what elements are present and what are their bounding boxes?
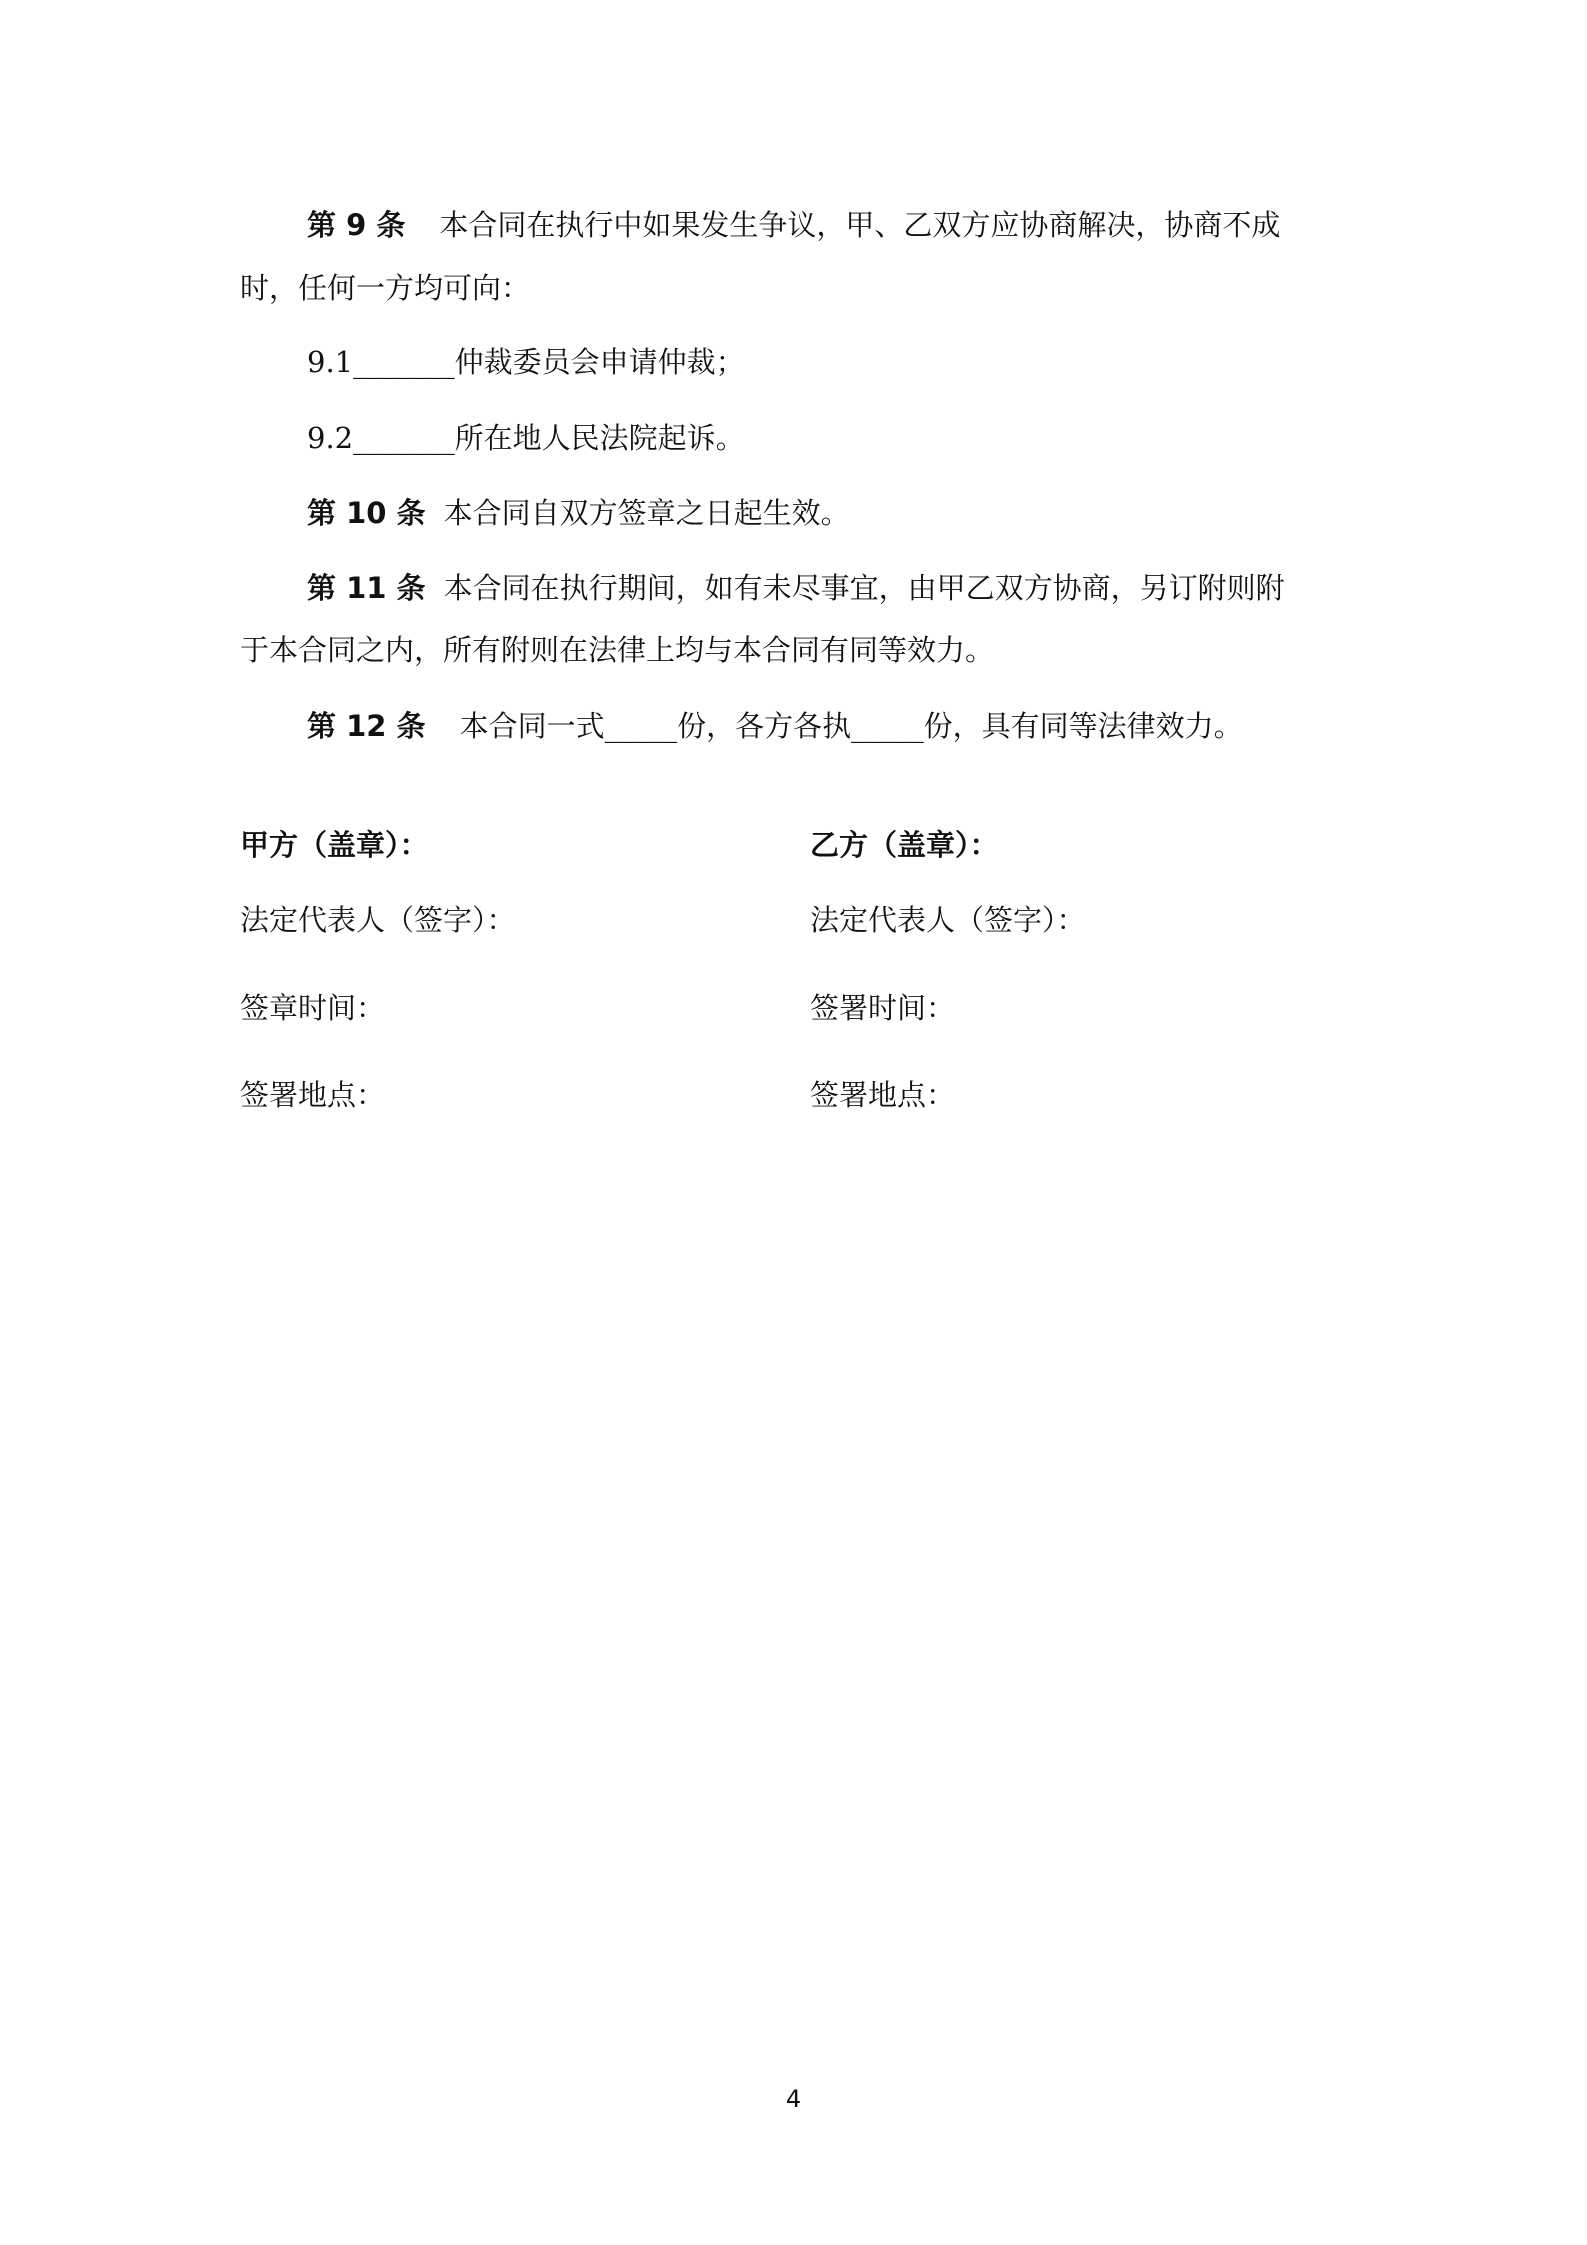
party-b-title: 乙方（盖章）：	[810, 828, 999, 862]
article-10-label: 第 10 条	[307, 496, 426, 530]
party-a-sign-time: 签章时间：	[240, 991, 386, 1025]
party-b-representative: 法定代表人（签字）：	[810, 903, 1086, 937]
article-9-text-1: 本合同在执行中如果发生争议，甲、乙双方应协商解决，协商不成	[439, 208, 1281, 242]
article-12-text: 本合同一式_____份，各方各执_____份，具有同等法律效力。	[459, 709, 1243, 743]
party-a-representative: 法定代表人（签字）：	[240, 903, 516, 937]
party-a-title: 甲方（盖章）：	[240, 828, 429, 862]
party-b-sign-time: 签署时间：	[810, 991, 956, 1025]
article-10	[307, 493, 850, 533]
article-12	[307, 706, 1243, 746]
party-a-sign-place: 签署地点：	[240, 1078, 386, 1112]
article-9-line-2: 时，任何一方均可向：	[240, 271, 531, 305]
article-11-text-1: 本合同在执行期间，如有未尽事宜，由甲乙双方协商，另订附则附	[443, 571, 1285, 605]
page-number: 4	[785, 2085, 802, 2113]
article-12-label: 第 12 条	[307, 709, 426, 743]
article-11-label: 第 11 条	[307, 571, 426, 605]
article-11-line-1	[307, 568, 1285, 608]
party-b-sign-place: 签署地点：	[810, 1078, 956, 1112]
article-11-line-2: 于本合同之内，所有附则在法律上均与本合同有同等效力。	[240, 633, 995, 667]
article-9-item-1: 9.1_______仲裁委员会申请仲裁；	[307, 345, 745, 379]
article-9-line-1	[307, 205, 1280, 245]
article-9-item-2: 9.2_______所在地人民法院起诉。	[307, 421, 745, 455]
article-9-label: 第 9 条	[307, 208, 406, 242]
article-10-text: 本合同自双方签章之日起生效。	[443, 496, 850, 530]
